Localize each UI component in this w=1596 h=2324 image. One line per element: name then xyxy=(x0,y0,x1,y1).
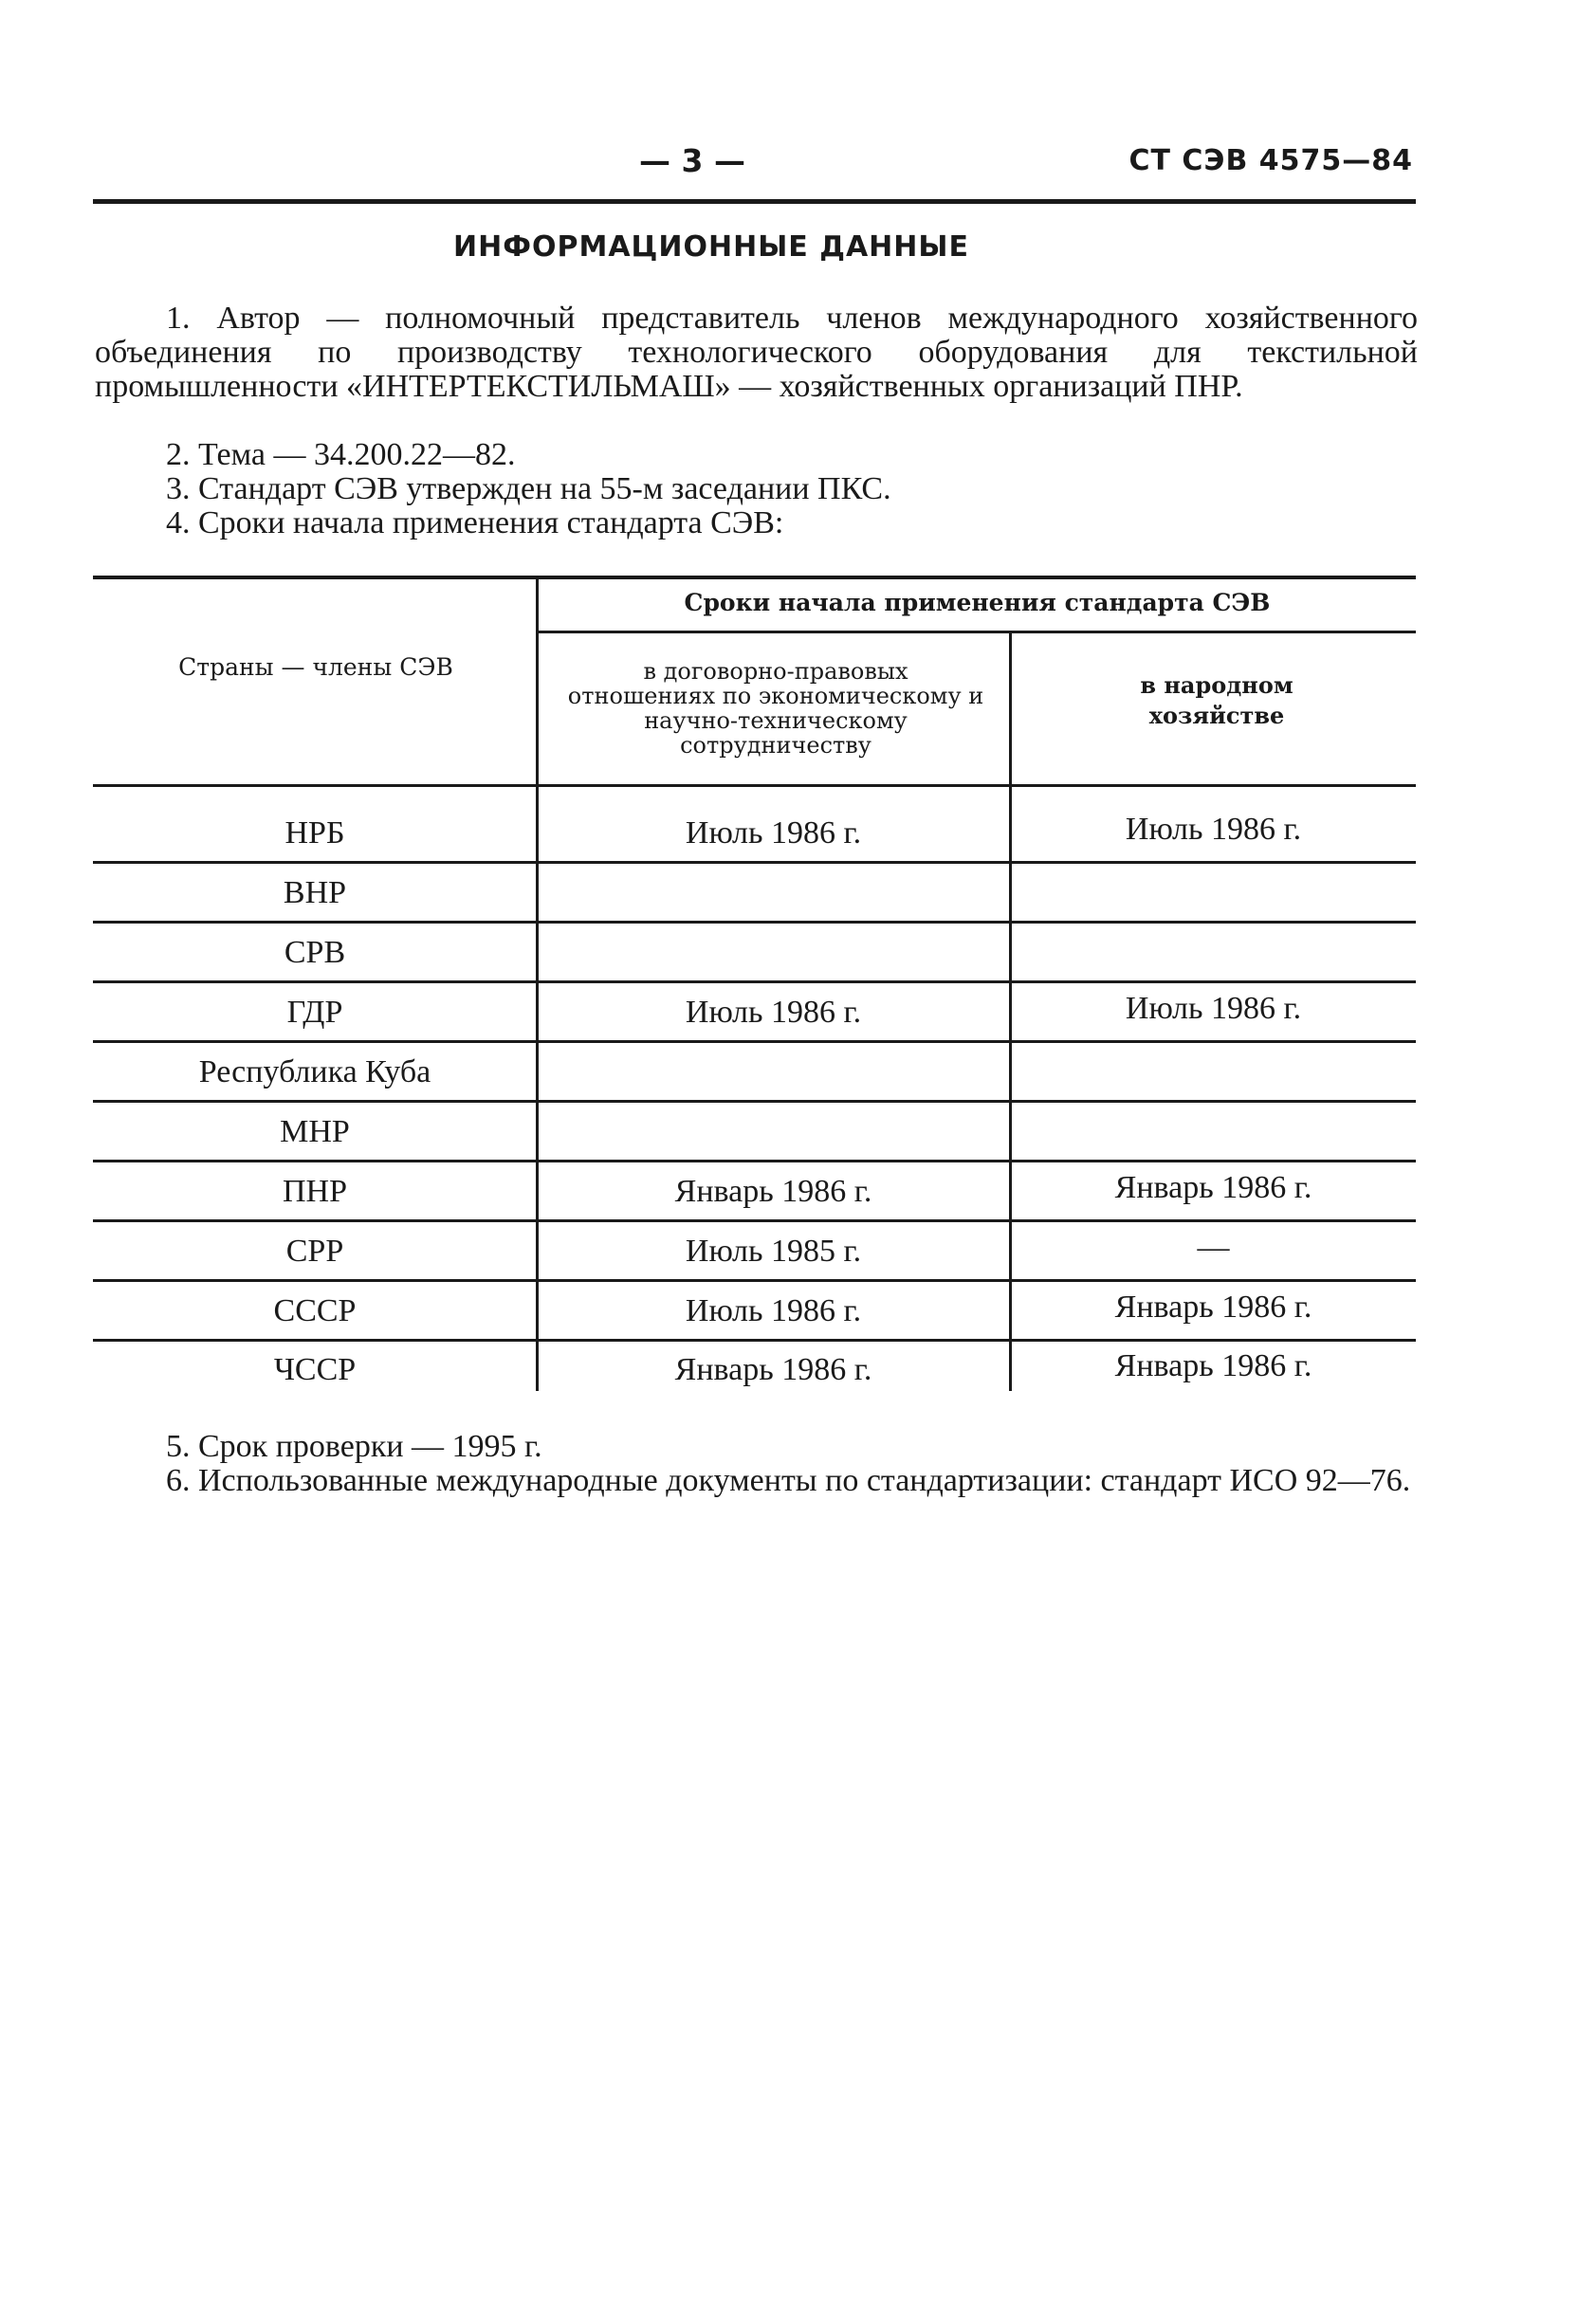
row-rule xyxy=(93,861,1416,864)
row-rule xyxy=(93,1279,1416,1282)
header-contract: в договорно-правовых отношениях по экономическому и научно-техническому сотрудничеству xyxy=(567,658,984,759)
paragraph-author: 1. Автор — полномочный представитель членов международного хозяйственного объединения по производству технологического оборудования для текстильной промышленности «ИНТЕРТЕКСТИЛЬМАШ» — хозяйственных организаций ПНР. xyxy=(95,301,1418,404)
page-number: — 3 — xyxy=(639,142,745,179)
cell-contract-date: Июль 1985 г. xyxy=(685,1234,862,1269)
cell-country: ВНР xyxy=(283,875,347,910)
cell-economy-date: Январь 1986 г. xyxy=(1114,1348,1312,1383)
row-rule xyxy=(93,980,1416,983)
cell-contract-date: Июль 1986 г. xyxy=(685,995,862,1030)
cell-economy-date: Январь 1986 г. xyxy=(1114,1290,1312,1325)
row-rule xyxy=(93,1339,1416,1342)
header-economy: в народном хозяйстве xyxy=(1140,671,1293,729)
cell-country: СССР xyxy=(273,1293,357,1328)
cell-economy-date: Июль 1986 г. xyxy=(1125,991,1302,1026)
cell-country: МНР xyxy=(280,1114,350,1149)
row-rule xyxy=(93,1040,1416,1043)
cell-economy-date: — xyxy=(1197,1230,1230,1265)
cell-contract-date: Январь 1986 г. xyxy=(674,1174,872,1209)
paragraph-dates-intro: 4. Сроки начала применения стандарта СЭВ: xyxy=(166,505,784,540)
application-dates-table xyxy=(93,576,1416,1391)
paragraph-review: 5. Срок проверки — 1995 г. xyxy=(166,1429,542,1464)
cell-country: Республика Куба xyxy=(198,1054,431,1089)
cell-country: СРВ xyxy=(284,935,346,970)
cell-country: ЧССР xyxy=(273,1352,357,1387)
paragraph-topic: 2. Тема — 34.200.22—82. xyxy=(166,437,516,472)
row-rule xyxy=(93,1219,1416,1222)
cell-economy-date: Январь 1986 г. xyxy=(1114,1170,1312,1205)
header-bottom-rule xyxy=(93,784,1416,787)
paragraph-approval: 3. Стандарт СЭВ утвержден на 55-м заседании ПКС. xyxy=(166,471,891,506)
cell-contract-date: Июль 1986 г. xyxy=(685,815,862,851)
table-top-rule xyxy=(93,576,1416,579)
section-title: ИНФОРМАЦИОННЫЕ ДАННЫЕ xyxy=(453,230,969,264)
row-rule xyxy=(93,1160,1416,1162)
row-rule xyxy=(93,1100,1416,1103)
cell-contract-date: Июль 1986 г. xyxy=(685,1293,862,1328)
header-countries: Страны — члены СЭВ xyxy=(178,653,453,681)
header-rule xyxy=(93,199,1416,204)
cell-country: НРБ xyxy=(284,815,345,851)
standard-code: СТ СЭВ 4575—84 xyxy=(1128,144,1413,177)
row-rule xyxy=(93,921,1416,924)
cell-contract-date: Январь 1986 г. xyxy=(674,1352,872,1387)
cell-country: СРР xyxy=(285,1234,344,1269)
group-header-rule xyxy=(537,631,1416,633)
cell-country: ПНР xyxy=(282,1174,348,1209)
cell-economy-date: Июль 1986 г. xyxy=(1125,812,1302,847)
group-header: Сроки начала применения стандарта СЭВ xyxy=(684,589,1271,616)
paragraph-references: 6. Использованные международные документы по стандартизации: стандарт ИСО 92—76. xyxy=(166,1463,1411,1498)
cell-country: ГДР xyxy=(286,995,343,1030)
